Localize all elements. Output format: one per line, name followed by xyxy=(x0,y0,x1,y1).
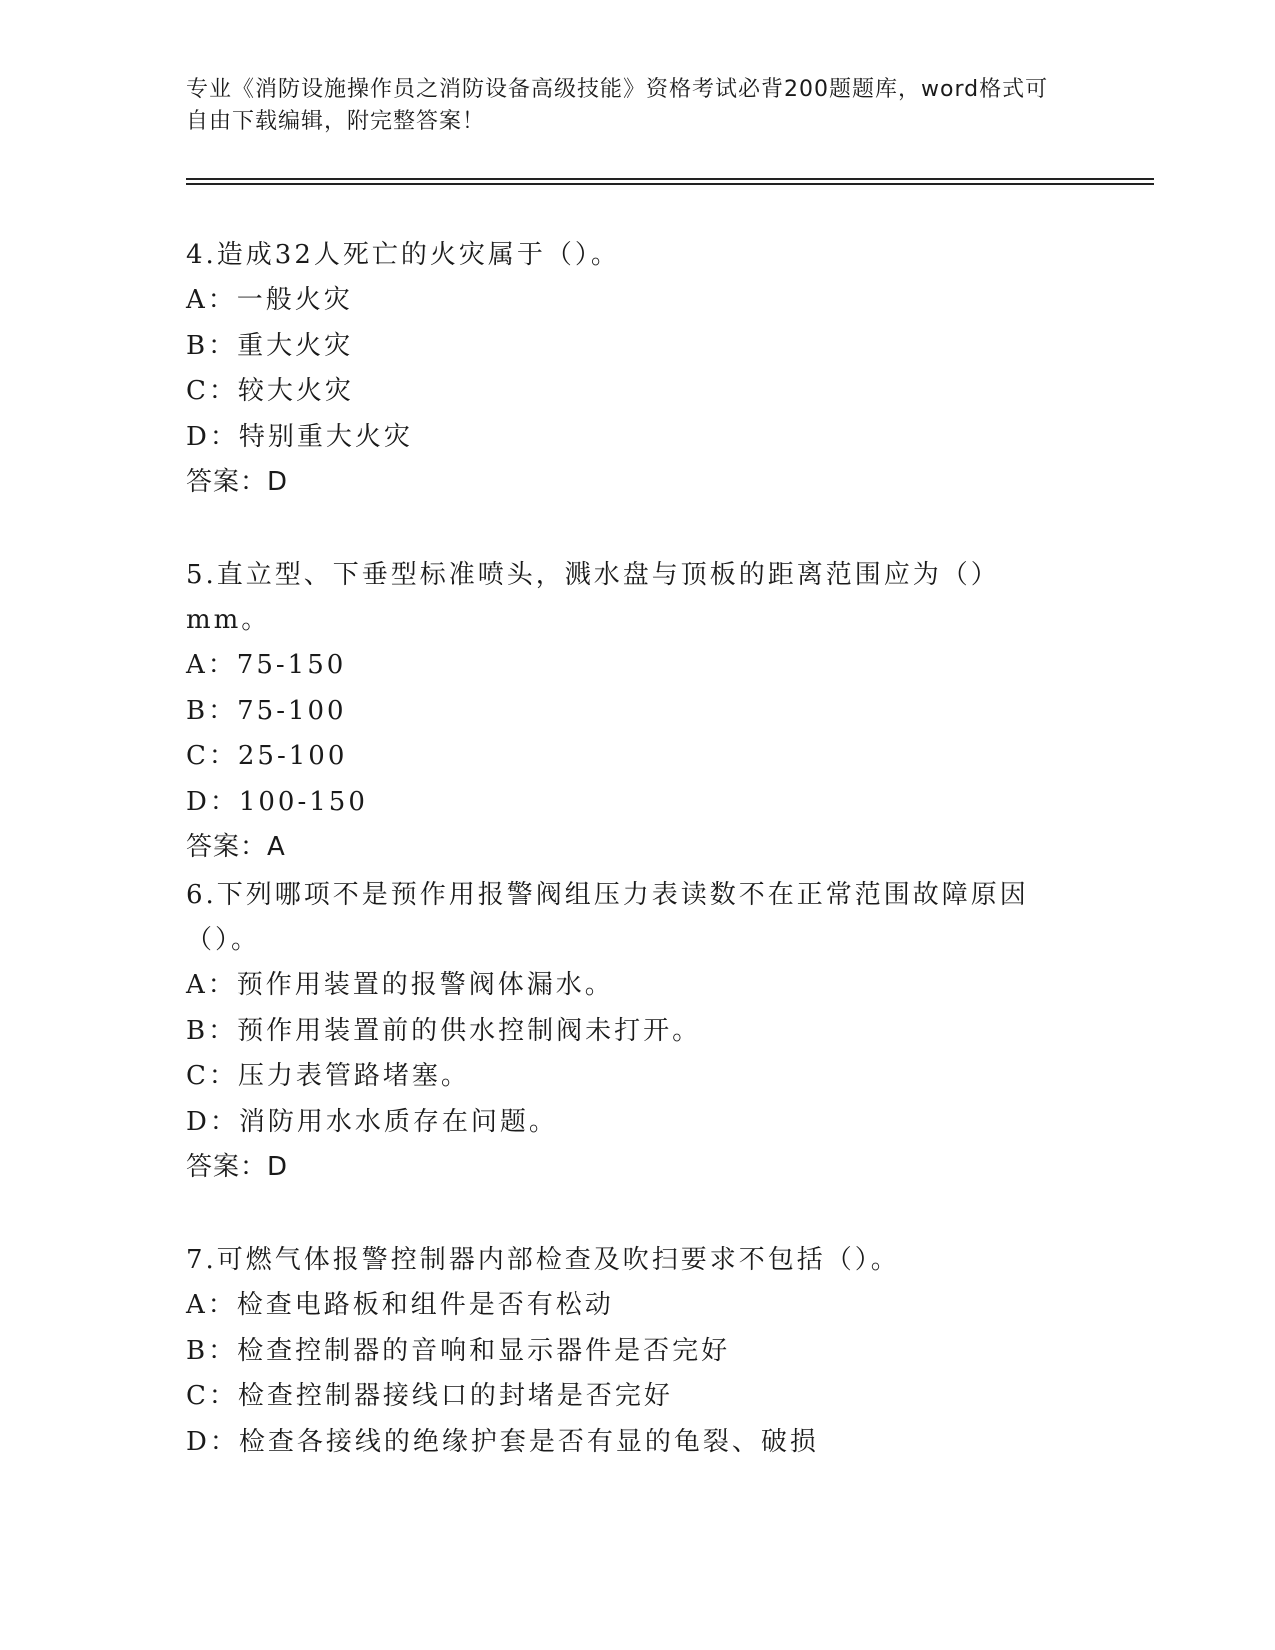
question-4 xyxy=(186,233,1066,506)
document-header: 专业《消防设施操作员之消防设备高级技能》资格考试必背200题题库，word格式可自由下载编辑，附完整答案！ xyxy=(186,77,1049,134)
option-a: A：一般火灾 xyxy=(186,285,353,315)
option-c: C：较大火灾 xyxy=(186,376,354,406)
answer-line: 答案：D xyxy=(186,1152,289,1182)
question-stem: 7.可燃气体报警控制器内部检查及吹扫要求不包括（）。 xyxy=(186,1245,900,1275)
question-6 xyxy=(186,873,1066,1191)
option-d: D：特别重大火灾 xyxy=(186,421,413,452)
answer-line: 答案：A xyxy=(186,832,286,862)
option-a: A：预作用装置的报警阀体漏水。 xyxy=(186,970,614,1000)
answer-line: 答案：D xyxy=(186,467,289,497)
question-7 xyxy=(186,1238,1066,1465)
option-b: B：预作用装置前的供水控制阀未打开。 xyxy=(186,1015,702,1046)
option-c: C：压力表管路堵塞。 xyxy=(186,1061,470,1091)
header-divider-top xyxy=(186,178,1154,180)
header-divider-bottom xyxy=(186,183,1154,185)
question-stem: 6.下列哪项不是预作用报警阀组压力表读数不在正常范围故障原因（）。 xyxy=(186,880,1029,955)
question-stem: 4.造成32人死亡的火灾属于（）。 xyxy=(186,240,620,270)
option-a: A：检查电路板和组件是否有松动 xyxy=(186,1290,614,1320)
question-stem: 5.直立型、下垂型标准喷头，溅水盘与顶板的距离范围应为（）mm。 xyxy=(186,560,1000,635)
option-c: C：25-100 xyxy=(186,741,348,771)
option-d: D：检查各接线的绝缘护套是否有显的龟裂、破损 xyxy=(186,1426,819,1457)
option-d: D：消防用水水质存在问题。 xyxy=(186,1106,558,1137)
option-b: B：检查控制器的音响和显示器件是否完好 xyxy=(186,1335,731,1366)
option-d: D：100-150 xyxy=(186,786,368,817)
option-b: B：重大火灾 xyxy=(186,330,354,361)
option-c: C：检查控制器接线口的封堵是否完好 xyxy=(186,1381,673,1411)
option-b: B：75-100 xyxy=(186,695,347,726)
question-5 xyxy=(186,553,1066,871)
option-a: A：75-150 xyxy=(186,650,347,680)
